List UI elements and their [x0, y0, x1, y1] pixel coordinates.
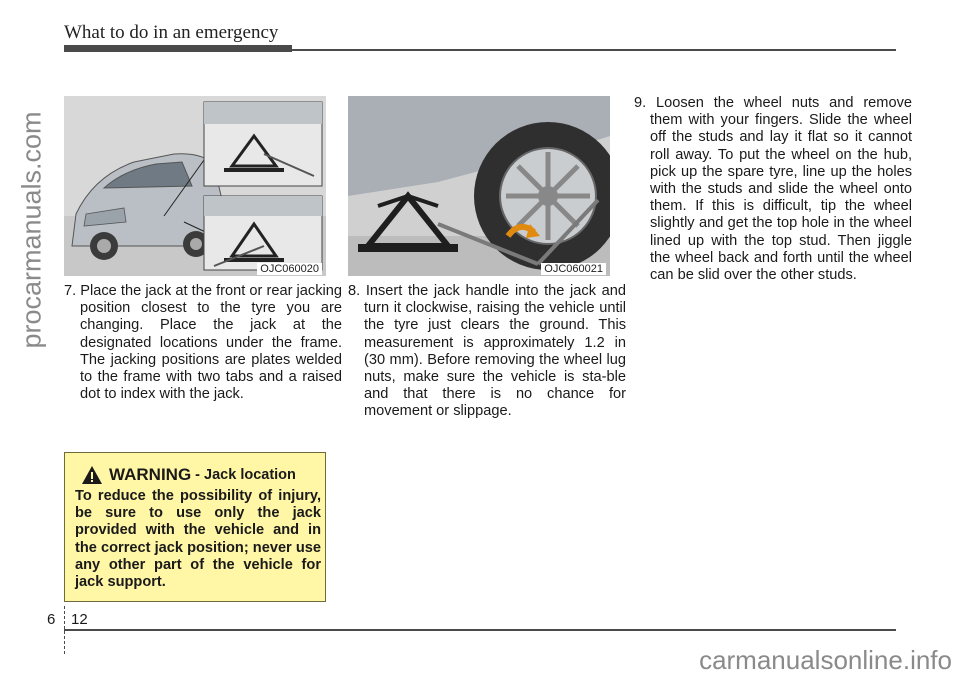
warning-header [81, 465, 296, 485]
footer-divider [64, 606, 65, 654]
figure-code: OJC060021 [541, 263, 606, 275]
page-number: 12 [71, 611, 88, 628]
footer-rule [64, 629, 896, 631]
warning-text: To reduce the possibility of injury, be sure to use only the jack provided with the vehicle and in the correct jack position; never use any other part of the vehicle for jack support. [75, 488, 321, 591]
watermark-bottom: carmanualsonline.info [699, 645, 952, 675]
step-8-text: 8. Insert the jack handle into the jack and turn it clockwise, raising the vehicle until the tyre just clears the ground. This measurement is approximately 1.2 in (30 mm). Before removing the wheel lug nuts, make sure the vehicle is sta-ble and that there is no chance for movement or slippage. [348, 283, 626, 420]
step-7-text: 7. Place the jack at the front or rear jacking position closest to the tyre you are changing. Place the jack at the designated locations under the frame. The jacking positions are plates welded to the frame with two tabs and a raised dot to index with the jack. [64, 283, 342, 403]
warning-title: WARNING [109, 465, 192, 484]
header-rule-thick [64, 45, 292, 52]
step-9-text: 9. Loosen the wheel nuts and remove them with your fingers. Slide the wheel off the studs and lay it flat so it cannot roll away. To put the wheel on the hub, pick up the spare tyre, line up the holes with the studs and slide the wheel onto them. If this is difficult, tip the wheel slightly and get the top hole in the wheel lined up with the top stud. Then jiggle the wheel back and forth until the wheel can be slid over the other studs. [634, 95, 912, 284]
header-rule-thin [292, 49, 896, 51]
warning-box [64, 452, 326, 602]
warning-triangle-icon [81, 465, 103, 485]
page-section-number: 6 [47, 611, 56, 628]
page-header-title: What to do in an emergency [64, 22, 279, 43]
figure-jack-positions [64, 96, 326, 276]
figure-jack-handle [348, 96, 610, 276]
warning-subtitle: - Jack location [195, 467, 296, 483]
figure-code: OJC060020 [257, 263, 322, 275]
watermark-left-text: procarmanuals.com [16, 111, 47, 349]
